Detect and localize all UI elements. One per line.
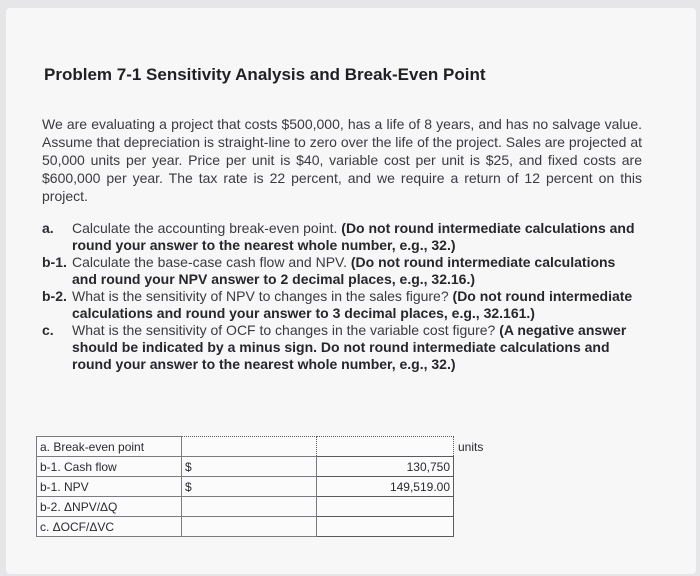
unit-label (454, 497, 510, 517)
question-label: a. (42, 220, 54, 236)
question-text: What is the sensitivity of NPV to changes in the sales figure? (72, 288, 453, 304)
question-b1 (42, 254, 642, 288)
table-row (37, 437, 510, 457)
question-text: What is the sensitivity of OCF to changes in the variable cost figure? (72, 322, 500, 338)
unit-label: units (458, 439, 484, 454)
question-text: Calculate the accounting break-even point. (72, 220, 342, 236)
answer-table (36, 436, 510, 537)
row-label: c. ΔOCF/ΔVC (37, 517, 182, 537)
question-b2 (42, 288, 642, 322)
problem-intro: We are evaluating a project that costs $500,000, has a life of 8 years, and has no salvage value. Assume that depreciation is straight-line to zero over the life of the project. Sales are projected at 50,000 units per year. Price per unit is $40, variable cost per unit is $25, and fixed costs are $600,000 per year. The tax rate is 22 percent, and we require a return of 12 percent on this project. (42, 116, 642, 204)
question-c (42, 322, 642, 373)
dollar-sign: $ (182, 477, 317, 497)
sign-cell (182, 517, 317, 537)
problem-sheet (6, 8, 696, 574)
ocf-sensitivity-input[interactable] (317, 517, 454, 537)
problem-title: Problem 7-1 Sensitivity Analysis and Break-Even Point (44, 65, 486, 84)
table-row (37, 497, 510, 517)
question-a (42, 220, 642, 254)
sign-cell (182, 497, 317, 517)
sign-cell (182, 437, 317, 457)
cash-flow-input[interactable]: 130,750 (317, 457, 454, 477)
unit-label (454, 477, 510, 497)
question-label: c. (42, 322, 54, 338)
question-label: b-1. (42, 254, 67, 270)
unit-label (454, 457, 510, 477)
row-label: b-2. ΔNPV/ΔQ (37, 497, 182, 517)
question-instruction: (A negative answer should be indicated by a minus sign. Do not round intermediate calculations and round your answer to the nearest whole number, e.g., 32.) (72, 322, 627, 372)
npv-sensitivity-input[interactable] (317, 497, 454, 517)
question-label: b-2. (42, 288, 67, 304)
question-text: Calculate the base-case cash flow and NPV. (72, 254, 351, 270)
row-label: a. Break-even point (37, 437, 182, 457)
table-row (37, 477, 510, 497)
dollar-sign: $ (182, 457, 317, 477)
unit-label (454, 517, 510, 537)
question-instruction: (Do not round intermediate calculations and round your answer to the nearest whole number, e.g., 32.) (72, 220, 635, 253)
row-label: b-1. Cash flow (37, 457, 182, 477)
table-row (37, 457, 510, 477)
npv-input[interactable]: 149,519.00 (317, 477, 454, 497)
question-list (42, 220, 642, 373)
question-instruction: (Do not round intermediate calculations and round your answer to 3 decimal places, e.g., 32.161.) (72, 288, 633, 321)
table-row (37, 517, 510, 537)
row-label: b-1. NPV (37, 477, 182, 497)
break-even-input[interactable] (317, 437, 454, 457)
question-instruction: (Do not round intermediate calculations and round your NPV answer to 2 decimal places, e.g., 32.16.) (72, 254, 616, 287)
